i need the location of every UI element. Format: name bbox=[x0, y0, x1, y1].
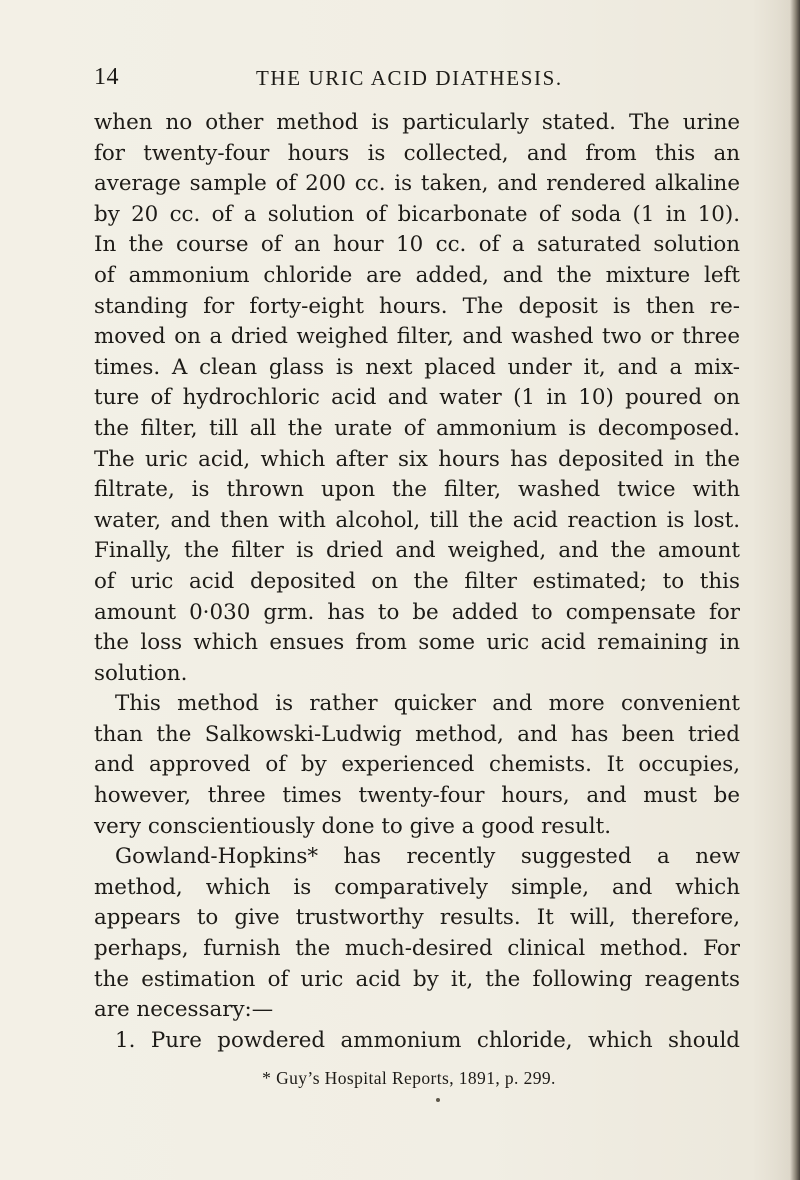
text-line: and approved of by experienced chemists. It occupies, bbox=[94, 752, 740, 778]
text-line: are necessary:— bbox=[94, 997, 274, 1023]
text-line: appears to give trustworthy results. It will, therefore, bbox=[94, 905, 740, 931]
text-line: by 20 cc. of a solution of bicarbonate of soda (1 in 10). bbox=[94, 201, 740, 227]
text-line: perhaps, furnish the much-desired clinical method. For bbox=[94, 936, 740, 962]
text-line: average sample of 200 cc. is taken, and rendered alkaline bbox=[94, 171, 740, 197]
text-line: This method is rather quicker and more convenient bbox=[115, 691, 740, 717]
body-text bbox=[94, 108, 740, 1056]
text-line: ture of hydrochloric acid and water (1 in 10) poured on bbox=[94, 385, 740, 411]
text-line: the filter, till all the urate of ammonium is decomposed. bbox=[94, 415, 740, 441]
text-line: 1. Pure powdered ammonium chloride, which should bbox=[115, 1027, 740, 1053]
text-line: for twenty-four hours is collected, and from this an bbox=[94, 140, 740, 166]
text-line: when no other method is particularly stated. The urine bbox=[94, 110, 740, 135]
text-line: of ammonium chloride are added, and the mixture left bbox=[94, 262, 740, 288]
page-header bbox=[94, 64, 740, 100]
page-number: 14 bbox=[94, 64, 119, 90]
running-head: THE URIC ACID DIATHESIS. bbox=[256, 66, 563, 90]
paper-speck bbox=[436, 1098, 440, 1102]
text-line: method, which is comparatively simple, and which bbox=[94, 874, 740, 900]
text-line: standing for forty-eight hours. The deposit is then re- bbox=[94, 293, 740, 319]
text-line: water, and then with alcohol, till the acid reaction is lost. bbox=[94, 507, 740, 533]
text-line: filtrate, is thrown upon the filter, washed twice with bbox=[94, 477, 740, 503]
page-edge-shadow bbox=[790, 0, 800, 1180]
text-line: times. A clean glass is next placed under it, and a mix- bbox=[94, 354, 740, 380]
text-line: very conscientiously done to give a good result. bbox=[94, 813, 612, 839]
footnote: * Guy’s Hospital Reports, 1891, p. 299. bbox=[262, 1068, 556, 1088]
text-line: Gowland-Hopkins* has recently suggested a new bbox=[115, 844, 740, 870]
text-line: Finally, the filter is dried and weighed, and the amount bbox=[94, 538, 740, 564]
text-line: than the Salkowski-Ludwig method, and has been tried bbox=[94, 721, 740, 747]
text-line: solution. bbox=[94, 660, 188, 686]
text-line: The uric acid, which after six hours has deposited in the bbox=[94, 446, 740, 472]
text-line: the estimation of uric acid by it, the following reagents bbox=[94, 966, 740, 992]
text-line: however, three times twenty-four hours, and must be bbox=[94, 783, 740, 809]
text-line: amount 0·030 grm. has to be added to compensate for bbox=[94, 599, 740, 625]
text-line: the loss which ensues from some uric acid remaining in bbox=[94, 630, 740, 656]
text-line: of uric acid deposited on the filter estimated; to this bbox=[94, 568, 740, 594]
text-line: In the course of an hour 10 cc. of a saturated solution bbox=[94, 232, 740, 258]
text-line: moved on a dried weighed filter, and washed two or three bbox=[94, 324, 740, 350]
